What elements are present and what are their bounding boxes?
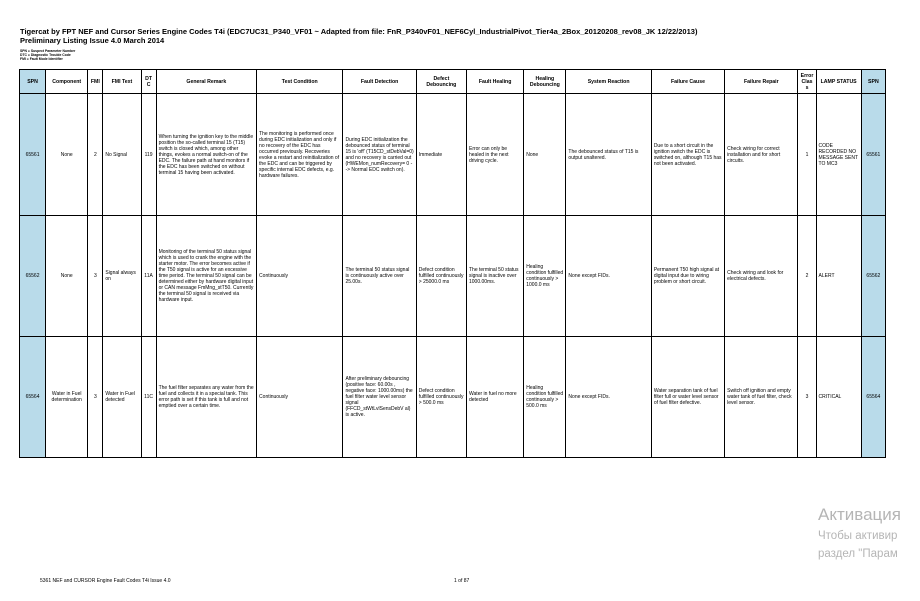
cell-fmi-text: Signal always on (103, 216, 141, 337)
cell-spn-right: 65562 (861, 216, 885, 337)
cell-fault-detection: During EDC initialization the debounced status of terminal 15 is 'off' (T15CD_stDebVal=0) and no recovery is carried out (HWEMon_numRecovery= 0 --> Normal EDC switch on). (343, 94, 416, 216)
cell-spn-right: 65561 (861, 94, 885, 216)
activation-watermark-title: Активация (818, 505, 901, 524)
col-header-spn: SPN (20, 70, 46, 94)
cell-fmi-text: No Signal (103, 94, 141, 216)
cell-dtc: 11C (141, 337, 156, 458)
cell-failure-cause: Due to a short circuit in the ignition switch the EDC is switched on, although T15 has not been activated. (651, 94, 724, 216)
cell-component: None (46, 94, 88, 216)
cell-fmi: 3 (88, 337, 103, 458)
cell-error-class: 3 (798, 337, 816, 458)
activation-watermark-line: Чтобы активир (818, 530, 898, 542)
activation-watermark-line: раздел "Парам (818, 548, 898, 560)
col-header-fault-detection: Fault Detection (343, 70, 416, 94)
cell-spn-right: 65564 (861, 337, 885, 458)
cell-test-condition: Continuously (257, 216, 343, 337)
cell-fault-detection: The terminal 50 status signal is continuously active over 25.00s. (343, 216, 416, 337)
col-header-component: Component (46, 70, 88, 94)
col-header-dtc: DTC (141, 70, 156, 94)
col-header-fmi-text: FMI Text (103, 70, 141, 94)
cell-healing-debouncing: None (524, 94, 566, 216)
cell-spn: 65561 (20, 94, 46, 216)
col-header-general-remark: General Remark (156, 70, 256, 94)
cell-healing-debouncing: Healing condition fulfilled continuously > 1000.0 ms (524, 216, 566, 337)
cell-general-remark: Monitoring of the terminal 50 status signal which is used to crank the engine with the starter motor. The error becomes active if the T50 signal is active for an excessive time period. The terminal 50 signal can be determined either by hardware digital input or CAN message FmMng_stT50. Currently the terminal 50 signal is received via hardware input. (156, 216, 256, 337)
cell-component: None (46, 216, 88, 337)
cell-fault-healing: The terminal 50 status signal is inactive over 1000.00ms. (466, 216, 523, 337)
col-header-fault-healing: Fault Healing (466, 70, 523, 94)
cell-system-reaction: The debounced status of T15 is output unaltered. (566, 94, 651, 216)
footer-document-name: 5361 NEF and CURSOR Engine Fault Codes T4i Issue 4.0 (40, 578, 171, 584)
cell-error-class: 1 (798, 94, 816, 216)
cell-component: Water in Fuel determination (46, 337, 88, 458)
cell-general-remark: The fuel filter separates any water from the fuel and collects it in a special tank. This error path is set if this tank is full and not emptied over a certain time. (156, 337, 256, 458)
cell-spn: 65562 (20, 216, 46, 337)
col-header-spn-right: SPN (861, 70, 885, 94)
cell-defect-debouncing: Immediate (416, 94, 466, 216)
cell-system-reaction: None except FIDs. (566, 216, 651, 337)
cell-lamp-status: ALERT (816, 216, 861, 337)
cell-test-condition: Continuously (257, 337, 343, 458)
abbreviation-legend (20, 49, 75, 62)
cell-failure-repair: Check wiring for correct installation and for short circuits. (725, 94, 798, 216)
fault-code-table (19, 69, 886, 458)
table-header-row (20, 70, 886, 94)
abbr-spn: SPN = Suspect Parameter Number (20, 49, 76, 53)
col-header-fmi: FMI (88, 70, 103, 94)
cell-fmi-text: Water in Fuel detected (103, 337, 141, 458)
cell-failure-repair: Check wiring and look for electrical defects. (725, 216, 798, 337)
table-row (20, 94, 886, 216)
cell-system-reaction: None except FIDs. (566, 337, 651, 458)
cell-fault-detection: After preliminary debouncing (positive face: 60.00s , negative face: 1000.00ms) the fuel filter water level sensor signal (FFCD_stWtLvlSensDebV al) is active. (343, 337, 416, 458)
col-header-failure-cause: Failure Cause (651, 70, 724, 94)
cell-fault-healing: Water in fuel no more detected (466, 337, 523, 458)
cell-dtc: 119 (141, 94, 156, 216)
cell-error-class: 2 (798, 216, 816, 337)
col-header-system-reaction: System Reaction (566, 70, 651, 94)
footer-page-number: 1 of 87 (454, 578, 470, 584)
cell-defect-debouncing: Defect condition fulfilled continuously > 25000.0 ms (416, 216, 466, 337)
abbr-fmi: FMI = Fault Mode Identifier (20, 57, 63, 62)
cell-spn: 65564 (20, 337, 46, 458)
cell-test-condition: The monitoring is performed once during EDC initialization and only if no recovery of the EDC has occurred previously. Recoveries evoke a restart and reinitialization of the EDC and can be triggered by specific internal EDC defects, e.g. hardware failures. (257, 94, 343, 216)
col-header-test-condition: Test Condition (257, 70, 343, 94)
col-header-error-class: Error Class (798, 70, 816, 94)
cell-healing-debouncing: Healing condition fulfilled continuously > 500.0 ms (524, 337, 566, 458)
col-header-failure-repair: Failure Repair (725, 70, 798, 94)
cell-failure-repair: Switch off ignition and empty water tank of fuel filter, check level sensor. (725, 337, 798, 458)
table-row (20, 216, 886, 337)
cell-fmi: 3 (88, 216, 103, 337)
cell-failure-cause: Permanent T50 high signal at digital input due to wiring problem or short circuit. (651, 216, 724, 337)
cell-fault-healing: Error can only be healed in the next driving cycle. (466, 94, 523, 216)
cell-general-remark: When turning the ignition key to the middle position the so-called terminal 15 (T15) switch is closed which, among other things, evokes a normal switch-on of the EDC. The failure path at hand monitors if the EDC has been switched on without terminal 15 having been activated. (156, 94, 256, 216)
cell-dtc: 11A (141, 216, 156, 337)
title-line-1: Tigercat by FPT NEF and Cursor Series Engine Codes T4i (EDC7UC31_P340_VF01 ~ Adapted from file: FnR_P340vF01_NEF6Cyl_IndustrialPivot_Tier4a_2Box_20120208_rev08_JK 12/22/2013) (20, 27, 698, 36)
col-header-lamp-status: LAMP STATUS (816, 70, 861, 94)
table-row (20, 337, 886, 458)
cell-fmi: 2 (88, 94, 103, 216)
abbr-dtc: DTC = Diagnostic Trouble Code (20, 53, 71, 58)
cell-failure-cause: Water separation tank of fuel filter full or water level sensor of fuel filter defective. (651, 337, 724, 458)
cell-defect-debouncing: Defect condition fulfilled continuously > 500.0 ms (416, 337, 466, 458)
col-header-defect-debouncing: Defect Debouncing (416, 70, 466, 94)
col-header-healing-debouncing: Healing Debouncing (524, 70, 566, 94)
document-title (20, 28, 697, 45)
title-line-2: Preliminary Listing Issue 4.0 March 2014 (20, 35, 165, 45)
cell-lamp-status: CODE RECORDED NO MESSAGE SENT TO MC3 (816, 94, 861, 216)
cell-lamp-status: CRITICAL (816, 337, 861, 458)
